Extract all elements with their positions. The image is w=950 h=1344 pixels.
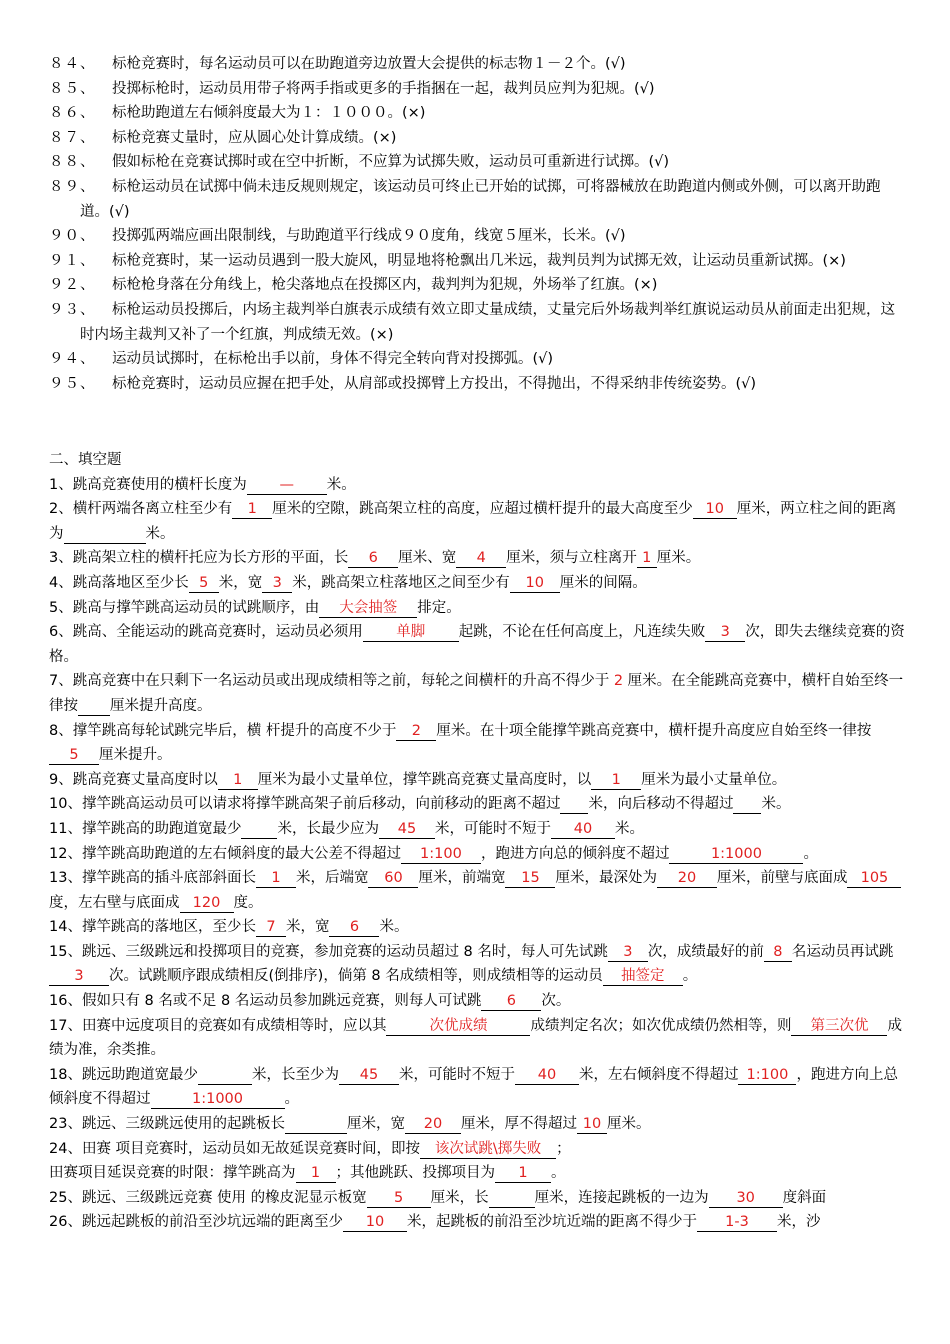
question-text: 起跳，不论在任何高度上，凡连续失败 [458, 624, 706, 641]
answer-blank: 10 [510, 574, 560, 593]
question-text: 2、横杆两端各离立柱至少有 [49, 501, 233, 518]
question-text: 米。 [379, 919, 409, 936]
question-text: 24、田赛 项目竞赛时，运动员如无故延误竞赛时间，即按 [49, 1140, 421, 1157]
item-text: 标枪竞赛时，运动员应握在把手处，从肩部或投掷臂上方投出，不得抛出，不得采纳非传统姿势。(√) [112, 375, 757, 392]
fill-question [49, 473, 906, 498]
question-text: 米，宽 [218, 574, 263, 591]
judgement-item [0, 347, 950, 372]
answer-blank: 45 [379, 820, 435, 839]
answer-blank: 4 [456, 549, 506, 568]
question-text: 厘米。在十项全能撑竿跳高竞赛中，横杆提升高度应自始至终一律按 [436, 722, 872, 739]
answer-blank: 45 [339, 1066, 399, 1085]
judgement-item [0, 77, 950, 102]
question-text: 。 [551, 1165, 566, 1182]
question-text: 田赛项目延误竞赛的时限：撑竿跳高为 [49, 1165, 296, 1182]
judgement-item [0, 224, 950, 249]
answer-blank: 1 [591, 771, 641, 790]
answer-blank: 1:1000 [151, 1090, 285, 1109]
answer-text: 2 [613, 673, 624, 690]
fill-question [49, 1063, 906, 1112]
judgement-item [0, 249, 950, 274]
item-number: ９３、 [49, 301, 96, 318]
answer-blank: 5 [189, 574, 219, 593]
question-text: 。 [803, 845, 818, 862]
question-text: 厘米。在全能跳高竞赛中，横杆自始至终一律按 [49, 673, 904, 714]
judgement-item [0, 175, 950, 224]
answer-blank: 1 [256, 869, 296, 888]
item-number: ９２、 [49, 277, 96, 294]
question-text: 名运动员再试跳 [791, 943, 894, 960]
question-text: 米，长最少应为 [277, 820, 379, 837]
item-text: 假如标枪在竞赛试掷时或在空中折断，不应算为试掷失败，运动员可重新进行试掷。(√) [112, 154, 670, 171]
fill-question [49, 571, 906, 596]
fill-question [49, 989, 906, 1014]
question-text: 次。 [541, 993, 571, 1010]
question-text: 次，成绩最好的前 [647, 943, 764, 960]
item-number: ８９、 [49, 178, 96, 195]
fill-question [49, 1014, 906, 1063]
question-text: 17、田赛中远度项目的竞赛如有成绩相等时，应以其 [49, 1017, 387, 1034]
judgement-item [0, 101, 950, 126]
judgement-item [0, 298, 950, 347]
question-text: 度。 [233, 894, 263, 911]
question-text: ，跑进方向总的倾斜度不超过 [480, 845, 670, 862]
question-text: 厘米，须与立柱离开 [506, 550, 637, 567]
answer-blank: 1 [296, 1164, 336, 1183]
judgement-item [0, 273, 950, 298]
true-false-list [0, 52, 950, 396]
answer-blank: 20 [405, 1115, 461, 1134]
item-text: 标枪竞赛时，某一运动员遇到一股大旋风，明显地将枪飘出几米远，裁判员判为试掷无效，让运动员重新试掷。(×) [112, 252, 846, 269]
answer-blank: 抽签定 [603, 967, 683, 986]
question-text: 米。 [614, 820, 644, 837]
question-text: 。 [682, 968, 698, 985]
question-text: 4、跳高落地区至少长 [49, 574, 189, 591]
answer-blank [198, 1066, 252, 1085]
section-title: 二、填空题 [49, 452, 122, 468]
question-text: 12、撑竿跳高助跑道的左右倾斜度的最大公差不得超过 [49, 845, 401, 862]
item-text: 标枪运动员在试掷中倘未违反规则规定，该运动员可终止已开始的试掷，可将器械放在助跑道内侧或外侧，可以离开助跑道。(√) [80, 178, 881, 220]
question-text: 成绩判定名次；如次优成绩仍然相等，则 [530, 1017, 792, 1034]
question-text: 3、跳高架立柱的横杆托应为长方形的平面，长 [49, 550, 349, 567]
question-text: 厘米、宽 [398, 550, 457, 567]
item-text: 标枪竞赛时，每名运动员可以在助跑道旁边放置大会提供的标志物１－２个。(√) [112, 56, 626, 72]
item-text: 投掷弧两端应画出限制线，与助跑道平行线成９０度角，线宽５厘米，长米。(√) [112, 228, 626, 245]
question-text: 13、撑竿跳高的插斗底部斜面长 [49, 870, 256, 887]
answer-blank: 该次试跳\掷失败 [420, 1140, 556, 1159]
question-text: 6、跳高、全能运动的跳高竞赛时，运动员必须用 [49, 624, 363, 641]
answer-blank: 30 [709, 1189, 783, 1208]
answer-blank: 6 [481, 992, 541, 1011]
question-text: 厘米的间隔。 [559, 574, 647, 591]
answer-blank [560, 795, 588, 814]
fill-question [49, 719, 906, 768]
question-text: 厘米。 [606, 1116, 651, 1133]
question-text: 米。 [145, 525, 175, 542]
fill-question [49, 866, 906, 915]
question-text: 11、撑竿跳高的助跑道宽最少 [49, 820, 242, 837]
item-number: ８８、 [49, 154, 96, 171]
question-text: 米，可能时不短于 [434, 820, 551, 837]
fill-question [49, 669, 906, 718]
answer-blank [285, 1115, 347, 1134]
question-text: 厘米，长 [430, 1189, 489, 1206]
question-text: 26、跳远起跳板的前沿至沙坑远端的距离至少 [49, 1214, 343, 1231]
answer-blank: 1:100 [738, 1066, 796, 1085]
answer-blank: 6 [329, 918, 379, 937]
answer-blank: 大会抽签 [319, 599, 417, 618]
answer-blank: — [247, 476, 327, 495]
judgement-item [0, 52, 950, 77]
question-text: 厘米，厚不得超过 [460, 1116, 577, 1133]
question-text: 厘米。 [656, 550, 701, 567]
question-text: 23、跳远、三级跳远使用的起跳板长 [49, 1116, 285, 1133]
answer-blank: 40 [551, 820, 615, 839]
item-text: 投掷标枪时，运动员用带子将两手指或更多的手指捆在一起，裁判员应判为犯规。(√) [112, 80, 655, 97]
fill-question [49, 497, 906, 546]
answer-blank: 20 [657, 869, 717, 888]
judgement-item [0, 150, 950, 175]
judgement-item [0, 372, 950, 397]
question-text: 1、跳高竞赛使用的横杆长度为 [49, 476, 247, 493]
question-text: 米，左右倾斜度不得超过 [578, 1066, 739, 1083]
question-text: 14、撑竿跳高的落地区，至少长 [49, 919, 256, 936]
question-text: 。 [284, 1091, 299, 1108]
answer-blank [489, 1189, 535, 1208]
item-text: 运动员试掷时，在标枪出手以前，身体不得完全转向背对投掷弧。(√) [112, 351, 554, 368]
answer-blank: 1 [495, 1164, 551, 1183]
question-text: 度斜面 [782, 1189, 827, 1206]
fill-question [49, 915, 906, 940]
item-number: ８４、 [49, 56, 96, 72]
answer-blank: 105 [847, 869, 901, 888]
question-text: ； [556, 1140, 571, 1157]
answer-blank: 第三次优 [791, 1017, 887, 1036]
answer-blank: 6 [348, 549, 398, 568]
item-text: 标枪助跑道左右倾斜度最大为１：１０００。(×) [112, 105, 426, 122]
answer-blank: 5 [367, 1189, 431, 1208]
item-number: ８７、 [49, 129, 96, 146]
fill-question [49, 546, 906, 571]
item-text: 标枪运动员投掷后，内场主裁判举白旗表示成绩有效立即丈量成绩，丈量完后外场裁判举红旗说运动员从前面走出犯规，这时内场主裁判又补了一个红旗，判成绩无效。(×) [80, 301, 895, 343]
question-text: 厘米为最小丈量单位，撑竿跳高竞赛丈量高度时，以 [257, 771, 592, 788]
answer-blank [733, 795, 761, 814]
question-text: 米，长至少为 [251, 1066, 339, 1083]
answer-blank: 3 [49, 967, 109, 986]
answer-blank: 5 [49, 746, 99, 765]
answer-blank: 1 [637, 549, 657, 568]
question-text: 厘米，前端宽 [418, 870, 506, 887]
question-text: 25、跳远、三级跳远竞赛 使用 的橡皮泥显示板宽 [49, 1189, 367, 1206]
question-text: 米，跳高架立柱落地区之间至少有 [292, 574, 510, 591]
question-text: 排定。 [417, 599, 461, 616]
answer-blank: 2 [396, 722, 436, 741]
question-text: 成绩为准，余类推。 [49, 1017, 902, 1059]
item-number: ８５、 [49, 80, 96, 97]
answer-blank: 8 [764, 943, 792, 962]
question-text: 15、跳远、三级跳远和投掷项目的竞赛，参加竞赛的运动员超过 8 名时，每人可先试跳 [49, 943, 608, 960]
fill-question [49, 842, 906, 867]
question-text: 米。 [326, 476, 356, 493]
fill-question [49, 1112, 906, 1137]
answer-blank: 60 [368, 869, 418, 888]
item-number: ９５、 [49, 375, 96, 392]
question-text: 7、跳高竞赛中在只剩下一名运动员或出现成绩相等之前，每轮之间横杆的升高不得少于 [49, 673, 614, 690]
fill-question [49, 817, 906, 842]
fill-question [49, 792, 906, 817]
question-text: 厘米，前壁与底面成 [716, 870, 848, 887]
question-text: 16、假如只有 8 名或不足 8 名运动员参加跳远竞赛，则每人可试跳 [49, 993, 482, 1010]
question-text: 度，左右壁与底面成 [49, 894, 180, 911]
answer-blank: 120 [180, 894, 234, 913]
answer-blank: 10 [577, 1115, 607, 1134]
fill-question [49, 1137, 906, 1162]
question-text: 8、撑竿跳高每轮试跳完毕后，横 杆提升的高度不少于 [49, 722, 397, 739]
question-text: ；其他跳跃、投掷项目为 [335, 1165, 495, 1182]
question-text: 厘米，连接起跳板的一边为 [534, 1189, 709, 1206]
answer-blank: 7 [256, 918, 286, 937]
question-text: 厘米为最小丈量单位。 [641, 771, 787, 788]
answer-blank [241, 820, 277, 839]
question-text: 米，沙 [776, 1214, 821, 1231]
fill-question [49, 1210, 906, 1235]
item-number: ８６、 [49, 105, 96, 122]
answer-blank: 次优成绩 [386, 1017, 530, 1036]
answer-blank: 10 [693, 500, 737, 519]
answer-blank: 3 [705, 623, 745, 642]
answer-blank [64, 525, 146, 544]
fill-question [49, 768, 906, 793]
answer-blank: 40 [515, 1066, 579, 1085]
question-text: 次，即失去继续竞赛的资格。 [49, 624, 905, 665]
answer-blank: 15 [505, 869, 555, 888]
item-number: ９４、 [49, 351, 96, 368]
item-text: 标枪竞赛丈量时，应从圆心处计算成绩。(×) [112, 129, 397, 146]
answer-blank: 3 [608, 943, 648, 962]
question-text: 厘米提升高度。 [110, 697, 212, 714]
question-text: 18、跳远助跑道宽最少 [49, 1066, 198, 1083]
question-text: 米，宽 [285, 919, 330, 936]
fill-question [49, 596, 906, 621]
fill-in-section [0, 448, 950, 1235]
answer-blank: 3 [262, 574, 292, 593]
question-text: 厘米提升。 [99, 747, 172, 764]
question-text: 9、跳高竞赛丈量高度时以 [49, 771, 218, 788]
question-text: 10、撑竿跳高运动员可以请求将撑竿跳高架子前后移动，向前移动的距离不超过 [49, 796, 561, 813]
question-text: 厘米，最深处为 [555, 870, 657, 887]
question-text: 米。 [761, 796, 791, 813]
question-text: 厘米的空隙，跳高架立柱的高度，应超过横杆提升的最大高度至少 [272, 501, 693, 518]
question-text: 次。试跳顺序跟成绩相反(倒排序)，倘第 8 名成绩相等，则成绩相等的运动员 [109, 968, 603, 985]
question-text: 米，起跳板的前沿至沙坑近端的距离不得少于 [406, 1214, 697, 1231]
item-text: 标枪枪身落在分角线上，枪尖落地点在投掷区内，裁判判为犯规，外场举了红旗。(×) [112, 277, 658, 294]
answer-blank: 1:1000 [669, 845, 803, 864]
question-text: 厘米，两立柱之间的距离为 [49, 501, 897, 542]
fill-question [49, 620, 906, 669]
item-number: ９１、 [49, 252, 96, 269]
question-text: 米，后端宽 [295, 870, 369, 887]
item-number: ９０、 [49, 228, 96, 245]
question-text: 米，可能时不短于 [398, 1066, 515, 1083]
fill-question [49, 1186, 906, 1211]
fill-question [49, 1161, 906, 1186]
answer-blank [78, 697, 110, 716]
question-text: ，跑进方向上总倾斜度不得超过 [49, 1066, 898, 1108]
answer-blank: 1 [232, 500, 272, 519]
answer-blank: 单脚 [363, 623, 459, 642]
answer-blank: 1-3 [697, 1213, 777, 1232]
fill-question [49, 940, 906, 989]
question-text: 米，向后移动不得超过 [588, 796, 734, 813]
judgement-item [0, 126, 950, 151]
answer-blank: 1:100 [401, 845, 481, 864]
answer-blank: 10 [343, 1213, 407, 1232]
answer-blank: 1 [218, 771, 258, 790]
question-text: 5、跳高与撑竿跳高运动员的试跳顺序，由 [49, 599, 320, 616]
question-text: 厘米，宽 [346, 1116, 405, 1133]
